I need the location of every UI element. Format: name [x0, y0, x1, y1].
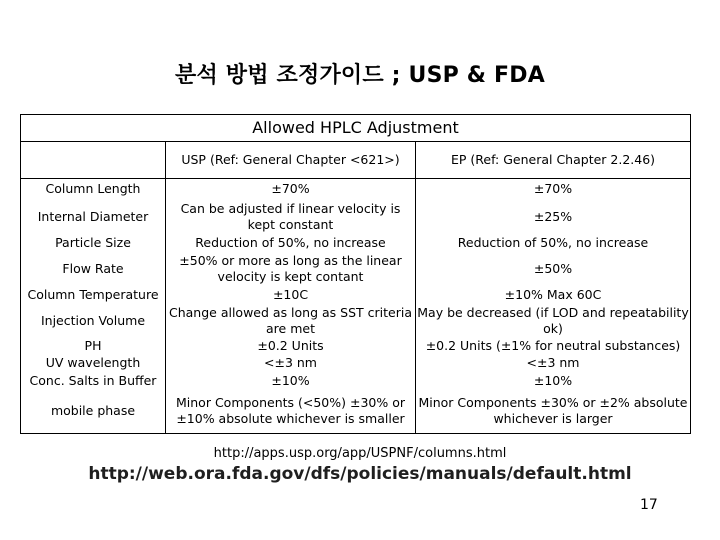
ep-cell: Reduction of 50%, no increase: [416, 234, 691, 252]
header-usp: USP (Ref: General Chapter <621>): [166, 142, 416, 179]
usp-cell: ±50% or more as long as the linear velocity is kept contant: [166, 252, 416, 286]
header-ep: EP (Ref: General Chapter 2.2.46): [416, 142, 691, 179]
table-row: [21, 355, 691, 372]
param-cell: Internal Diameter: [21, 200, 166, 234]
table-row: [21, 234, 691, 252]
usp-cell: Change allowed as long as SST criteria are met: [166, 304, 416, 338]
ep-cell: ±10%: [416, 372, 691, 390]
fda-link[interactable]: http://web.ora.fda.gov/dfs/policies/manuals/default.html: [88, 464, 632, 484]
ep-cell: ±25%: [416, 200, 691, 234]
usp-cell: ±0.2 Units: [166, 338, 416, 355]
table-row: [21, 338, 691, 355]
param-cell: Conc. Salts in Buffer: [21, 372, 166, 390]
table-row: [21, 286, 691, 304]
ep-cell: ±70%: [416, 179, 691, 200]
page-number: 17: [640, 497, 658, 513]
hplc-adjustment-table: [20, 114, 691, 434]
param-cell: Injection Volume: [21, 304, 166, 338]
table-row: [21, 390, 691, 434]
ep-cell: ±50%: [416, 252, 691, 286]
ep-cell: ±0.2 Units (±1% for neutral substances): [416, 338, 691, 355]
usp-cell: Can be adjusted if linear velocity is kept constant: [166, 200, 416, 234]
table-row: [21, 304, 691, 338]
param-cell: Particle Size: [21, 234, 166, 252]
param-cell: Column Length: [21, 179, 166, 200]
usp-cell: ±70%: [166, 179, 416, 200]
table-caption: Allowed HPLC Adjustment: [21, 115, 691, 142]
ep-cell: ±10% Max 60C: [416, 286, 691, 304]
table-row: [21, 252, 691, 286]
param-cell: PH: [21, 338, 166, 355]
table-row: [21, 200, 691, 234]
usp-link[interactable]: http://apps.usp.org/app/USPNF/columns.html: [213, 446, 507, 461]
table-row: [21, 179, 691, 200]
ep-cell: May be decreased (if LOD and repeatability ok): [417, 304, 689, 336]
param-cell: Flow Rate: [21, 252, 166, 286]
ep-cell: <±3 nm: [416, 355, 691, 372]
param-cell: mobile phase: [21, 390, 166, 434]
usp-cell: ±10%: [166, 372, 416, 390]
param-cell: UV wavelength: [21, 355, 166, 372]
header-param: [21, 142, 166, 179]
page-title: 분석 방법 조정가이드 ; USP & FDA: [175, 63, 545, 88]
usp-cell: ±10C: [166, 286, 416, 304]
ep-cell: Minor Components ±30% or ±2% absolute whichever is larger: [416, 390, 691, 434]
usp-cell: <±3 nm: [166, 355, 416, 372]
param-cell: Column Temperature: [21, 286, 166, 304]
usp-cell: Minor Components (<50%) ±30% or ±10% absolute whichever is smaller: [166, 390, 416, 434]
table-row: [21, 372, 691, 390]
usp-cell: Reduction of 50%, no increase: [166, 234, 416, 252]
